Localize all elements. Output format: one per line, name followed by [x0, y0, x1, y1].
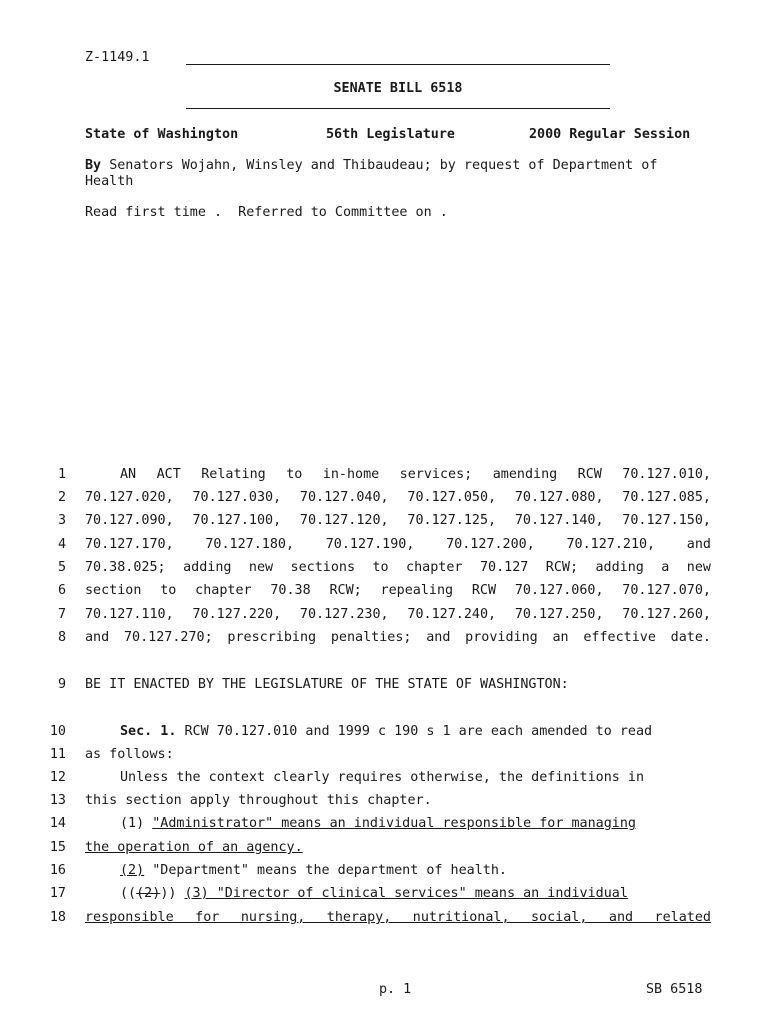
enacting-clause: BE IT ENACTED BY THE LEGISLATURE OF THE STATE OF WASHINGTON:	[85, 677, 569, 692]
definition-line	[85, 886, 711, 901]
section-heading-text: RCW 70.127.010 and 1999 c 190 s 1 are each amended to read	[176, 724, 653, 739]
body-line: AN ACT Relating to in-home services; amending RCW 70.127.010,	[120, 467, 711, 482]
section-heading-line	[85, 724, 711, 739]
body-line: 70.38.025; adding new sections to chapter 70.127 RCW; adding a new	[85, 560, 711, 575]
line-number: 7	[57, 607, 66, 622]
line-number: 12	[49, 770, 66, 785]
inserted-text: "Administrator" means an individual responsible for managing	[152, 816, 636, 831]
line-number: 1	[57, 467, 66, 482]
subsection-number: (1)	[120, 816, 153, 831]
read-first-time: Read first time . Referred to Committee on .	[85, 205, 448, 220]
body-line: section to chapter 70.38 RCW; repealing RCW 70.127.060, 70.127.070,	[85, 583, 711, 598]
sponsors-line-2: Health	[85, 174, 134, 189]
inserted-text: (2)	[120, 863, 145, 878]
line-number: 13	[49, 793, 66, 808]
definition-line	[85, 863, 711, 878]
deletion-open: ((	[120, 886, 137, 901]
line-number: 17	[49, 886, 66, 901]
deletion-close: ))	[160, 886, 185, 901]
document-code: Z-1149.1	[85, 50, 150, 65]
line-number: 3	[57, 513, 66, 528]
line-number: 18	[49, 910, 66, 925]
body-line: 70.127.020, 70.127.030, 70.127.040, 70.127.050, 70.127.080, 70.127.085,	[85, 490, 711, 505]
line-number: 10	[49, 724, 66, 739]
body-line: as follows:	[85, 747, 174, 762]
definition-line	[85, 816, 711, 831]
body-line: and 70.127.270; prescribing penalties; and providing an effective date.	[85, 630, 711, 645]
body-line: 70.127.170, 70.127.180, 70.127.190, 70.127.200, 70.127.210, and	[85, 537, 711, 552]
body-line: this section apply throughout this chapter.	[85, 793, 432, 808]
line-number: 11	[49, 747, 66, 762]
session-label: 2000 Regular Session	[529, 127, 691, 142]
line-number: 6	[57, 583, 66, 598]
sponsors-line-1	[85, 158, 657, 173]
body-line: 70.127.090, 70.127.100, 70.127.120, 70.127.125, 70.127.140, 70.127.150,	[85, 513, 711, 528]
bill-title: SENATE BILL 6518	[333, 81, 463, 96]
line-number: 2	[57, 490, 66, 505]
line-number: 16	[49, 863, 66, 878]
by-label: By	[85, 158, 102, 173]
legislature-label: 56th Legislature	[326, 127, 455, 142]
inserted-text: responsible for nursing, therapy, nutritional, social, and related	[85, 910, 711, 925]
definition-line	[85, 840, 711, 855]
section-label: Sec. 1.	[120, 724, 177, 739]
definition-text: "Department" means the department of health.	[144, 863, 507, 878]
line-number: 4	[57, 537, 66, 552]
state-label: State of Washington	[85, 127, 239, 142]
body-line: Unless the context clearly requires otherwise, the definitions in	[120, 770, 645, 785]
line-number: 15	[49, 840, 66, 855]
inserted-text: the operation of an agency.	[85, 840, 303, 855]
line-number: 5	[57, 560, 66, 575]
header-rule-bottom	[186, 108, 610, 109]
line-number: 9	[57, 677, 66, 692]
line-number: 8	[57, 630, 66, 645]
inserted-text: (3) "Director of clinical services" means an individual	[184, 886, 628, 901]
line-number: 14	[49, 816, 66, 831]
footer-bill-reference: SB 6518	[646, 982, 703, 997]
sponsors-text: Senators Wojahn, Winsley and Thibaudeau; by request of Department of	[109, 158, 658, 173]
body-line: 70.127.110, 70.127.220, 70.127.230, 70.127.240, 70.127.250, 70.127.260,	[85, 607, 711, 622]
header-rule-top	[186, 64, 610, 65]
deleted-text: (2)	[136, 886, 161, 901]
page-number: p. 1	[379, 982, 412, 997]
